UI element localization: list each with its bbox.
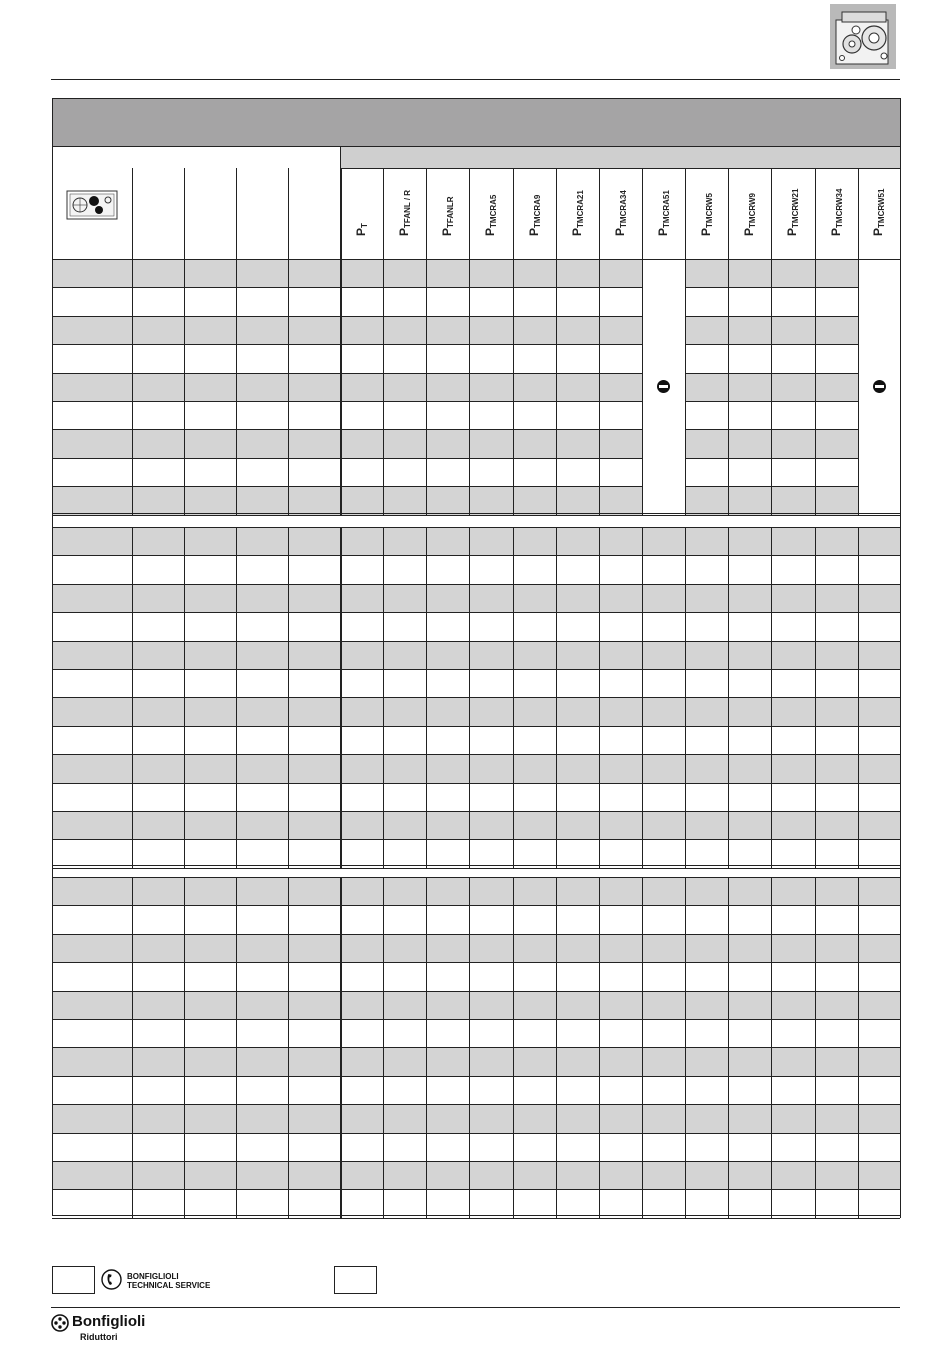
column-header-PTFANL_R — [397, 190, 412, 236]
row-line — [52, 839, 900, 840]
col-line — [685, 259, 686, 515]
column-header-main: P — [741, 227, 756, 236]
col-line — [132, 259, 133, 515]
column-header-PT — [354, 223, 369, 236]
col-line — [341, 877, 342, 1218]
col-line — [599, 259, 600, 515]
phone-icon — [101, 1269, 122, 1290]
column-header-sub: TMCRW21 — [791, 188, 800, 228]
row-line — [52, 1104, 900, 1105]
col-line — [556, 877, 557, 1218]
header-col-line — [383, 168, 384, 259]
column-header-sub: TMCRA5 — [489, 194, 498, 228]
row-line — [52, 584, 900, 585]
table-row-shade — [52, 584, 900, 612]
col-line — [685, 527, 686, 868]
header-col-line — [288, 168, 289, 259]
row-line — [52, 1019, 900, 1020]
row-line — [52, 1133, 900, 1134]
technical-service-line2: TECHNICAL SERVICE — [127, 1281, 211, 1290]
column-header-main: P — [396, 227, 411, 236]
row-line — [52, 783, 900, 784]
table-row-shade — [52, 486, 900, 514]
table-left-border — [52, 98, 53, 1215]
column-header-PTMCRA34 — [613, 190, 628, 236]
table-row-shade — [52, 877, 900, 905]
col-line — [815, 527, 816, 868]
col-line — [236, 527, 237, 868]
col-line — [236, 259, 237, 515]
column-header-PTMCRW51 — [871, 189, 886, 236]
column-header-PTMCRW21 — [785, 189, 800, 236]
table-row-shade — [52, 429, 900, 457]
row-line — [52, 1218, 900, 1219]
col-line — [288, 259, 289, 515]
row-line — [52, 962, 900, 963]
col-line — [184, 259, 185, 515]
row-line — [52, 1076, 900, 1077]
col-line — [728, 877, 729, 1218]
row-line — [52, 669, 900, 670]
column-header-main: P — [828, 227, 843, 236]
header-col-line — [236, 168, 237, 259]
column-header-PTMCRA9 — [527, 195, 542, 236]
right-header-band — [341, 146, 900, 168]
col-line — [815, 259, 816, 515]
col-line — [599, 527, 600, 868]
col-line — [132, 877, 133, 1218]
column-header-PTMCRW9 — [742, 193, 757, 236]
not-available-icon — [873, 380, 886, 393]
note-box-left — [52, 1266, 95, 1294]
table-row-shade — [52, 811, 900, 839]
column-header-main: P — [526, 227, 541, 236]
header-col-line — [513, 168, 514, 259]
technical-service-line1: BONFIGLIOLI — [127, 1272, 179, 1281]
note-box-right — [334, 1266, 377, 1294]
row-line — [52, 401, 642, 402]
row-line — [52, 726, 900, 727]
col-line — [642, 527, 643, 868]
col-line — [469, 877, 470, 1218]
column-header-main: P — [785, 227, 799, 236]
col-line — [383, 877, 384, 1218]
col-line — [383, 259, 384, 515]
header-col-line — [426, 168, 427, 259]
col-line — [341, 527, 342, 868]
header-col-line — [556, 168, 557, 259]
col-line — [184, 527, 185, 868]
column-header-sub: TMCRA34 — [618, 190, 628, 228]
col-line — [858, 259, 859, 515]
col-line — [771, 259, 772, 515]
table-row-shade — [52, 697, 900, 725]
col-line — [236, 877, 237, 1218]
table-row-shade — [52, 991, 900, 1019]
col-line — [383, 527, 384, 868]
row-line — [52, 811, 900, 812]
row-line — [52, 868, 900, 869]
col-line — [858, 877, 859, 1218]
col-line — [426, 527, 427, 868]
column-header-sub: TMCRW9 — [747, 193, 757, 228]
row-line — [52, 287, 642, 288]
row-line — [52, 934, 900, 935]
col-line — [642, 259, 643, 515]
col-line — [858, 527, 859, 868]
col-line — [728, 259, 729, 515]
column-header-PTMCRA21 — [570, 190, 585, 236]
col-line — [426, 259, 427, 515]
header-col-line — [132, 168, 133, 259]
column-header-main: P — [612, 227, 627, 236]
column-header-main: P — [871, 227, 885, 236]
table-row-shade — [52, 316, 900, 344]
table-bottom-border — [52, 1215, 901, 1216]
table-top-border — [52, 98, 900, 99]
table-row-shade — [52, 527, 900, 555]
col-line — [288, 527, 289, 868]
column-header-main: P — [483, 227, 497, 236]
column-header-sub: TMCRW34 — [834, 188, 844, 228]
col-line — [556, 259, 557, 515]
row-line — [52, 373, 642, 374]
row-line — [52, 316, 642, 317]
row-line — [52, 754, 900, 755]
column-header-main: P — [569, 227, 584, 236]
header-col-line — [642, 168, 643, 259]
header-col-line — [771, 168, 772, 259]
header-col-line — [184, 168, 185, 259]
table-row-shade — [52, 1104, 900, 1132]
column-header-sub: TMCRW51 — [877, 188, 886, 228]
header-col-line — [728, 168, 729, 259]
col-line — [341, 259, 342, 515]
column-header-sub: TMCRA9 — [532, 194, 542, 228]
row-line — [52, 877, 900, 878]
row-line — [52, 905, 900, 906]
column-header-PTMCRW5 — [699, 193, 714, 236]
col-line — [469, 259, 470, 515]
column-header-sub: TMCRW5 — [704, 193, 714, 228]
column-header-PTFANLR — [440, 196, 455, 236]
table-row-shade — [52, 934, 900, 962]
col-line — [685, 877, 686, 1218]
header-col-line — [341, 168, 342, 259]
table-row-shade — [52, 641, 900, 669]
row-line — [52, 612, 900, 613]
col-line — [288, 877, 289, 1218]
col-line — [184, 877, 185, 1218]
group-separator — [52, 513, 900, 514]
row-line — [52, 486, 642, 487]
row-line — [52, 697, 900, 698]
column-header-PTMCRA51 — [656, 190, 671, 236]
column-header-main: P — [655, 227, 670, 236]
table-row-shade — [52, 373, 900, 401]
title-bar-bottom — [52, 146, 900, 147]
col-line — [513, 259, 514, 515]
column-header-PTMCRA5 — [483, 195, 498, 236]
table-title-bar — [52, 98, 900, 146]
col-line — [599, 877, 600, 1218]
col-line — [426, 877, 427, 1218]
row-line — [52, 429, 642, 430]
brand-name: Bonfiglioli — [72, 1313, 146, 1330]
header-col-line — [815, 168, 816, 259]
group-separator — [52, 865, 900, 866]
header-bottom — [52, 259, 900, 260]
row-line — [52, 1189, 900, 1190]
bonfiglioli-logo-icon — [51, 1314, 69, 1332]
column-header-sub: TMCRA51 — [661, 190, 671, 228]
column-header-sub: TMCRA21 — [575, 190, 585, 228]
column-header-main: P — [698, 227, 713, 236]
row-line — [52, 458, 642, 459]
col-line — [132, 527, 133, 868]
row-line — [52, 1161, 900, 1162]
column-header-sub: TFANLR — [445, 196, 455, 228]
column-header-sub: T — [360, 223, 369, 228]
col-line — [728, 527, 729, 868]
table-row-shade — [52, 1047, 900, 1075]
row-line — [52, 515, 900, 516]
table-right-border — [900, 98, 901, 1215]
row-line — [52, 344, 642, 345]
row-line — [52, 555, 900, 556]
column-header-sub: TFANL / R — [402, 189, 412, 228]
row-line — [52, 991, 900, 992]
col-line — [513, 877, 514, 1218]
table-row-shade — [52, 259, 900, 287]
col-line — [771, 877, 772, 1218]
mounting-position-diagram-icon — [66, 190, 118, 220]
header-col-line — [469, 168, 470, 259]
col-line — [556, 527, 557, 868]
col-line — [469, 527, 470, 868]
header-col-line — [858, 168, 859, 259]
column-header-main: P — [354, 227, 368, 236]
right-header-band-bottom — [341, 168, 900, 169]
table-row-shade — [52, 754, 900, 782]
table-row-shade — [52, 1161, 900, 1189]
col-line — [815, 877, 816, 1218]
header-col-line — [685, 168, 686, 259]
col-line — [642, 877, 643, 1218]
header-col-line — [599, 168, 600, 259]
row-line — [52, 641, 900, 642]
row-line — [52, 527, 900, 528]
col-line — [771, 527, 772, 868]
row-line — [52, 1047, 900, 1048]
column-header-PTMCRW34 — [829, 189, 844, 236]
brand-sub: Riduttori — [80, 1332, 118, 1342]
column-header-main: P — [439, 227, 454, 236]
footer-rule — [51, 1307, 900, 1308]
col-line — [513, 527, 514, 868]
